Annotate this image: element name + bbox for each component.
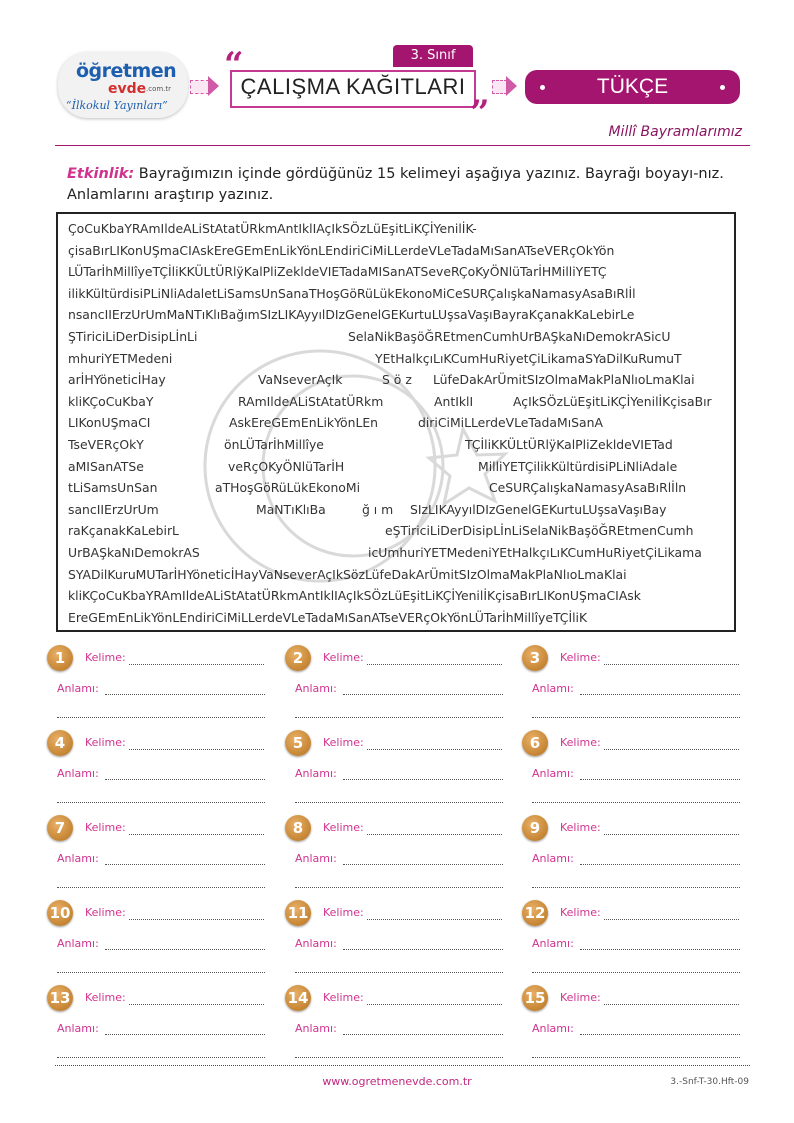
puzzle-segment: kliKÇoCuKbaY (68, 393, 154, 409)
puzzle-line (68, 393, 728, 411)
puzzle-segment: EreGEmEnLikYönLEndiriCiMiLLerdeVLeTadaMıSanATseVERçOkYönLÜTarİhMillîyeTÇİliK (68, 609, 588, 625)
close-quote: ” (470, 93, 490, 133)
anlami-label: Anlamı: (295, 937, 337, 950)
anlami-field[interactable] (105, 694, 265, 695)
puzzle-line (68, 220, 728, 238)
puzzle-segment: icUmhuriYETMedeniYEtHalkçıLıKCumHuRiyetÇiLikama (368, 545, 702, 560)
puzzle-segment: eŞTiriciLiDerDisipLİnLiSelaNikBaşöĞREtmenCumh (385, 523, 694, 539)
kelime-label: Kelime: (85, 991, 126, 1004)
puzzle-segment: SIzLIKAyyılDIzGenelGEKurtuLUşsaVaşıBay (410, 501, 667, 517)
kelime-label: Kelime: (560, 991, 601, 1004)
puzzle-line (68, 522, 728, 540)
puzzle-segment: çisaBırLIKonUŞmaCIAskEreGEmEnLikYönLEndiriCiMiLLerdeVLeTadaMıSanATseVERçOkYön (68, 242, 615, 258)
instructions (67, 164, 747, 206)
kelime-field[interactable] (367, 834, 502, 835)
kelime-field[interactable] (604, 664, 739, 665)
puzzle-segment: ğ ı m (362, 501, 394, 517)
anlami-field[interactable] (343, 1034, 503, 1035)
anlami-field[interactable] (105, 949, 265, 950)
number-badge: 6 (522, 730, 548, 756)
anlami-field-2[interactable] (295, 887, 503, 888)
kelime-field[interactable] (129, 749, 264, 750)
puzzle-line (68, 350, 728, 368)
kelime-label: Kelime: (560, 906, 601, 919)
puzzle-segment: AntIklI (434, 393, 474, 409)
logo-subtitle: “İlkokul Yayınları” (66, 99, 168, 112)
kelime-field[interactable] (604, 749, 739, 750)
kelime-label: Kelime: (560, 736, 601, 749)
anlami-label: Anlamı: (532, 682, 574, 695)
anlami-field-2[interactable] (295, 972, 503, 973)
puzzle-segment: VaNseverAçIk (258, 372, 343, 388)
puzzle-segment: mhuriYETMedeni (68, 350, 173, 366)
puzzle-line (68, 566, 728, 584)
kelime-field[interactable] (604, 919, 739, 920)
puzzle-line (68, 242, 728, 260)
left-arrow-tip (208, 76, 219, 96)
puzzle-segment: sancIIErzUrUm (68, 501, 159, 517)
anlami-label: Anlamı: (57, 852, 99, 865)
header-divider (55, 145, 750, 146)
footer-divider (55, 1065, 750, 1066)
anlami-field-2[interactable] (532, 972, 740, 973)
instructions-text: Bayrağımızın içinde gördüğünüz 15 kelimeyi aşağıya yazınız. Bayrağı boyayı-nız. Anlamlarını araştırıp yazınız. (67, 166, 724, 203)
anlami-field[interactable] (105, 779, 265, 780)
puzzle-line (68, 436, 728, 454)
puzzle-segment: AçIkSÖzLüEşitLiKÇİYenilİKçisaBır (513, 393, 712, 409)
kelime-field[interactable] (367, 919, 502, 920)
puzzle-segment: TÇİliKKÜLtÜRlÿKalPliZekldeVIETad (465, 437, 673, 452)
anlami-field-2[interactable] (57, 1057, 265, 1058)
puzzle-segment: LIKonUŞmaCI (68, 415, 151, 431)
grade-tab: 3. Sınıf (393, 45, 473, 67)
puzzle-segment: tLiSamsUnSan (68, 480, 158, 496)
number-badge: 4 (47, 730, 73, 756)
kelime-field[interactable] (129, 919, 264, 920)
number-badge: 9 (522, 815, 548, 841)
puzzle-segment: ilikKültürdisiPLiNliAdaletLiSamsUnSanaTHoşGöRüLükEkonoMiCeSURÇalışkaNamasyAsaBıRlİl (68, 285, 636, 301)
kelime-label: Kelime: (85, 821, 126, 834)
right-arrow (492, 80, 507, 94)
kelime-label: Kelime: (323, 651, 364, 664)
anlami-field-2[interactable] (57, 972, 265, 973)
puzzle-segment: TseVERçOkY (68, 437, 144, 452)
topic: Millî Bayramlarımız (608, 124, 742, 140)
page-code: 3.-Snf-T-30.Hft-09 (670, 1077, 749, 1087)
number-badge: 7 (47, 815, 73, 841)
subject-dot-right (720, 85, 725, 90)
puzzle-segment: aMISanATSe (68, 458, 144, 474)
page-title: ÇALIŞMA KAĞITLARI (240, 74, 466, 99)
puzzle-segment: nsancIIErzUrUmMaNTıKlıBağımSIzLIKAyyılDIzGenelGEKurtuLUşsaVaşıBayraKçanakKaLebirLe (68, 307, 635, 323)
kelime-label: Kelime: (85, 736, 126, 749)
anlami-field[interactable] (105, 864, 265, 865)
anlami-field[interactable] (580, 864, 740, 865)
puzzle-line (68, 285, 728, 303)
puzzle-segment: RAmIldeALiStAtatÜRkm (238, 393, 384, 409)
subject-label: TÜKÇE (596, 75, 669, 98)
puzzle-segment: veRçOKyÖNlüTarİH (228, 458, 345, 474)
kelime-label: Kelime: (85, 651, 126, 664)
puzzle-segment: CeSURÇalışkaNamasyAsaBıRlİln (489, 480, 687, 496)
puzzle-line (68, 609, 728, 627)
anlami-label: Anlamı: (57, 937, 99, 950)
anlami-field-2[interactable] (532, 887, 740, 888)
kelime-field[interactable] (367, 664, 502, 665)
puzzle-segment: aTHoşGöRüLükEkonoMi (215, 480, 361, 496)
anlami-field[interactable] (343, 694, 503, 695)
puzzle-segment: kliKÇoCuKbaYRAmIldeALiStAtatÜRkmAntIklIAçIkSÖzLüEşitLiKÇİYenilİKçisaBırLIKonUŞmaCIAsk (68, 588, 641, 604)
puzzle-line (68, 544, 728, 562)
puzzle-line (68, 458, 728, 476)
open-quote: “ (224, 45, 244, 85)
logo-line1: öğretmen (76, 60, 177, 82)
anlami-field-2[interactable] (295, 1057, 503, 1058)
puzzle-segment: LüfeDakArÜmitSIzOlmaMakPlaNlıoLmaKlai (433, 372, 695, 388)
number-badge: 10 (47, 900, 73, 926)
puzzle-segment: diriCiMiLLerdeVLeTadaMıSanA (418, 415, 603, 431)
puzzle-line (68, 501, 728, 519)
anlami-label: Anlamı: (57, 1022, 99, 1035)
puzzle-segment: UrBAŞkaNıDemokrAS (68, 545, 200, 560)
puzzle-segment: AskEreGEmEnLikYönLEn (229, 415, 379, 431)
kelime-field[interactable] (367, 749, 502, 750)
puzzle-segment: raKçanakKaLebirL (68, 523, 179, 539)
puzzle-segment: arİHYöneticİHay (68, 372, 166, 388)
kelime-label: Kelime: (323, 991, 364, 1004)
kelime-label: Kelime: (323, 906, 364, 919)
left-arrow (190, 80, 209, 94)
instructions-label: Etkinlik: (67, 166, 135, 182)
number-badge: 2 (285, 645, 311, 671)
number-badge: 12 (522, 900, 548, 926)
kelime-field[interactable] (129, 664, 264, 665)
anlami-field-2[interactable] (295, 717, 503, 718)
footer-url[interactable]: www.ogretmenevde.com.tr (322, 1075, 472, 1088)
puzzle-segment: SYADilKuruMUTarİHYöneticİHayVaNseverAçIkSözLüfeDakArÜmitSIzOlmaMakPlaNlıoLmaKlai (68, 566, 627, 582)
kelime-label: Kelime: (85, 906, 126, 919)
anlami-field[interactable] (105, 1034, 265, 1035)
puzzle-line (68, 371, 728, 389)
anlami-field-2[interactable] (295, 802, 503, 803)
puzzle-line (68, 587, 728, 605)
anlami-field[interactable] (580, 949, 740, 950)
puzzle-line (68, 306, 728, 324)
puzzle-segment: MaNTıKlıBa (256, 501, 326, 517)
number-badge: 1 (47, 645, 73, 671)
puzzle-segment: LÜTarİhMillîyeTÇİliKKÜLtÜRlÿKalPliZekldeVIETadaMISanATSeveRÇoKyÖNlüTarİHMilliYETÇ (68, 264, 607, 280)
kelime-field[interactable] (129, 834, 264, 835)
anlami-field-2[interactable] (532, 802, 740, 803)
anlami-field[interactable] (343, 949, 503, 950)
anlami-field-2[interactable] (532, 717, 740, 718)
subject-dot-left (540, 85, 545, 90)
anlami-label: Anlamı: (295, 1022, 337, 1035)
kelime-label: Kelime: (323, 736, 364, 749)
logo (58, 52, 188, 118)
puzzle-segment: ÇoCuKbaYRAmIldeALiStAtatÜRkmAntIklIAçIkSÖzLüEşitLiKÇİYenilİK- (68, 221, 477, 236)
anlami-label: Anlamı: (295, 852, 337, 865)
subject-badge (525, 70, 740, 104)
anlami-field[interactable] (580, 1034, 740, 1035)
anlami-label: Anlamı: (295, 767, 337, 780)
right-arrow-tip (506, 76, 517, 96)
anlami-field-2[interactable] (57, 802, 265, 803)
anlami-label: Anlamı: (295, 682, 337, 695)
anlami-field-2[interactable] (57, 887, 265, 888)
number-badge: 13 (47, 985, 73, 1011)
puzzle-line (68, 479, 728, 497)
number-badge: 5 (285, 730, 311, 756)
anlami-field[interactable] (580, 694, 740, 695)
kelime-label: Kelime: (560, 821, 601, 834)
logo-line2: evde (108, 81, 147, 97)
anlami-label: Anlamı: (57, 767, 99, 780)
puzzle-segment: ŞTiriciLiDerDisipLİnLi (68, 329, 198, 344)
anlami-field-2[interactable] (57, 717, 265, 718)
anlami-label: Anlamı: (57, 682, 99, 695)
logo-domain: .com.tr (146, 85, 172, 93)
anlami-field[interactable] (580, 779, 740, 780)
anlami-field[interactable] (343, 864, 503, 865)
kelime-field[interactable] (604, 1004, 739, 1005)
anlami-label: Anlamı: (532, 852, 574, 865)
kelime-field[interactable] (604, 834, 739, 835)
kelime-label: Kelime: (560, 651, 601, 664)
puzzle-line (68, 328, 728, 346)
anlami-label: Anlamı: (532, 767, 574, 780)
kelime-field[interactable] (367, 1004, 502, 1005)
puzzle-segment: YEtHalkçıLıKCumHuRiyetÇiLikamaSYaDilKuRumuT (375, 350, 682, 366)
anlami-label: Anlamı: (532, 1022, 574, 1035)
anlami-field[interactable] (343, 779, 503, 780)
puzzle-segment: SelaNikBaşöĞREtmenCumhUrBAŞkaNıDemokrASicU (348, 329, 671, 344)
number-badge: 15 (522, 985, 548, 1011)
kelime-field[interactable] (129, 1004, 264, 1005)
puzzle-segment: S ö z (382, 372, 412, 388)
word-puzzle (56, 212, 736, 632)
anlami-field-2[interactable] (532, 1057, 740, 1058)
puzzle-segment: önLÜTarİhMillîye (224, 437, 324, 452)
number-badge: 14 (285, 985, 311, 1011)
number-badge: 11 (285, 900, 311, 926)
number-badge: 8 (285, 815, 311, 841)
kelime-label: Kelime: (323, 821, 364, 834)
anlami-label: Anlamı: (532, 937, 574, 950)
puzzle-line (68, 263, 728, 281)
number-badge: 3 (522, 645, 548, 671)
puzzle-segment: MilliYETÇilikKültürdisiPLiNliAdale (478, 458, 678, 474)
puzzle-line (68, 414, 728, 432)
